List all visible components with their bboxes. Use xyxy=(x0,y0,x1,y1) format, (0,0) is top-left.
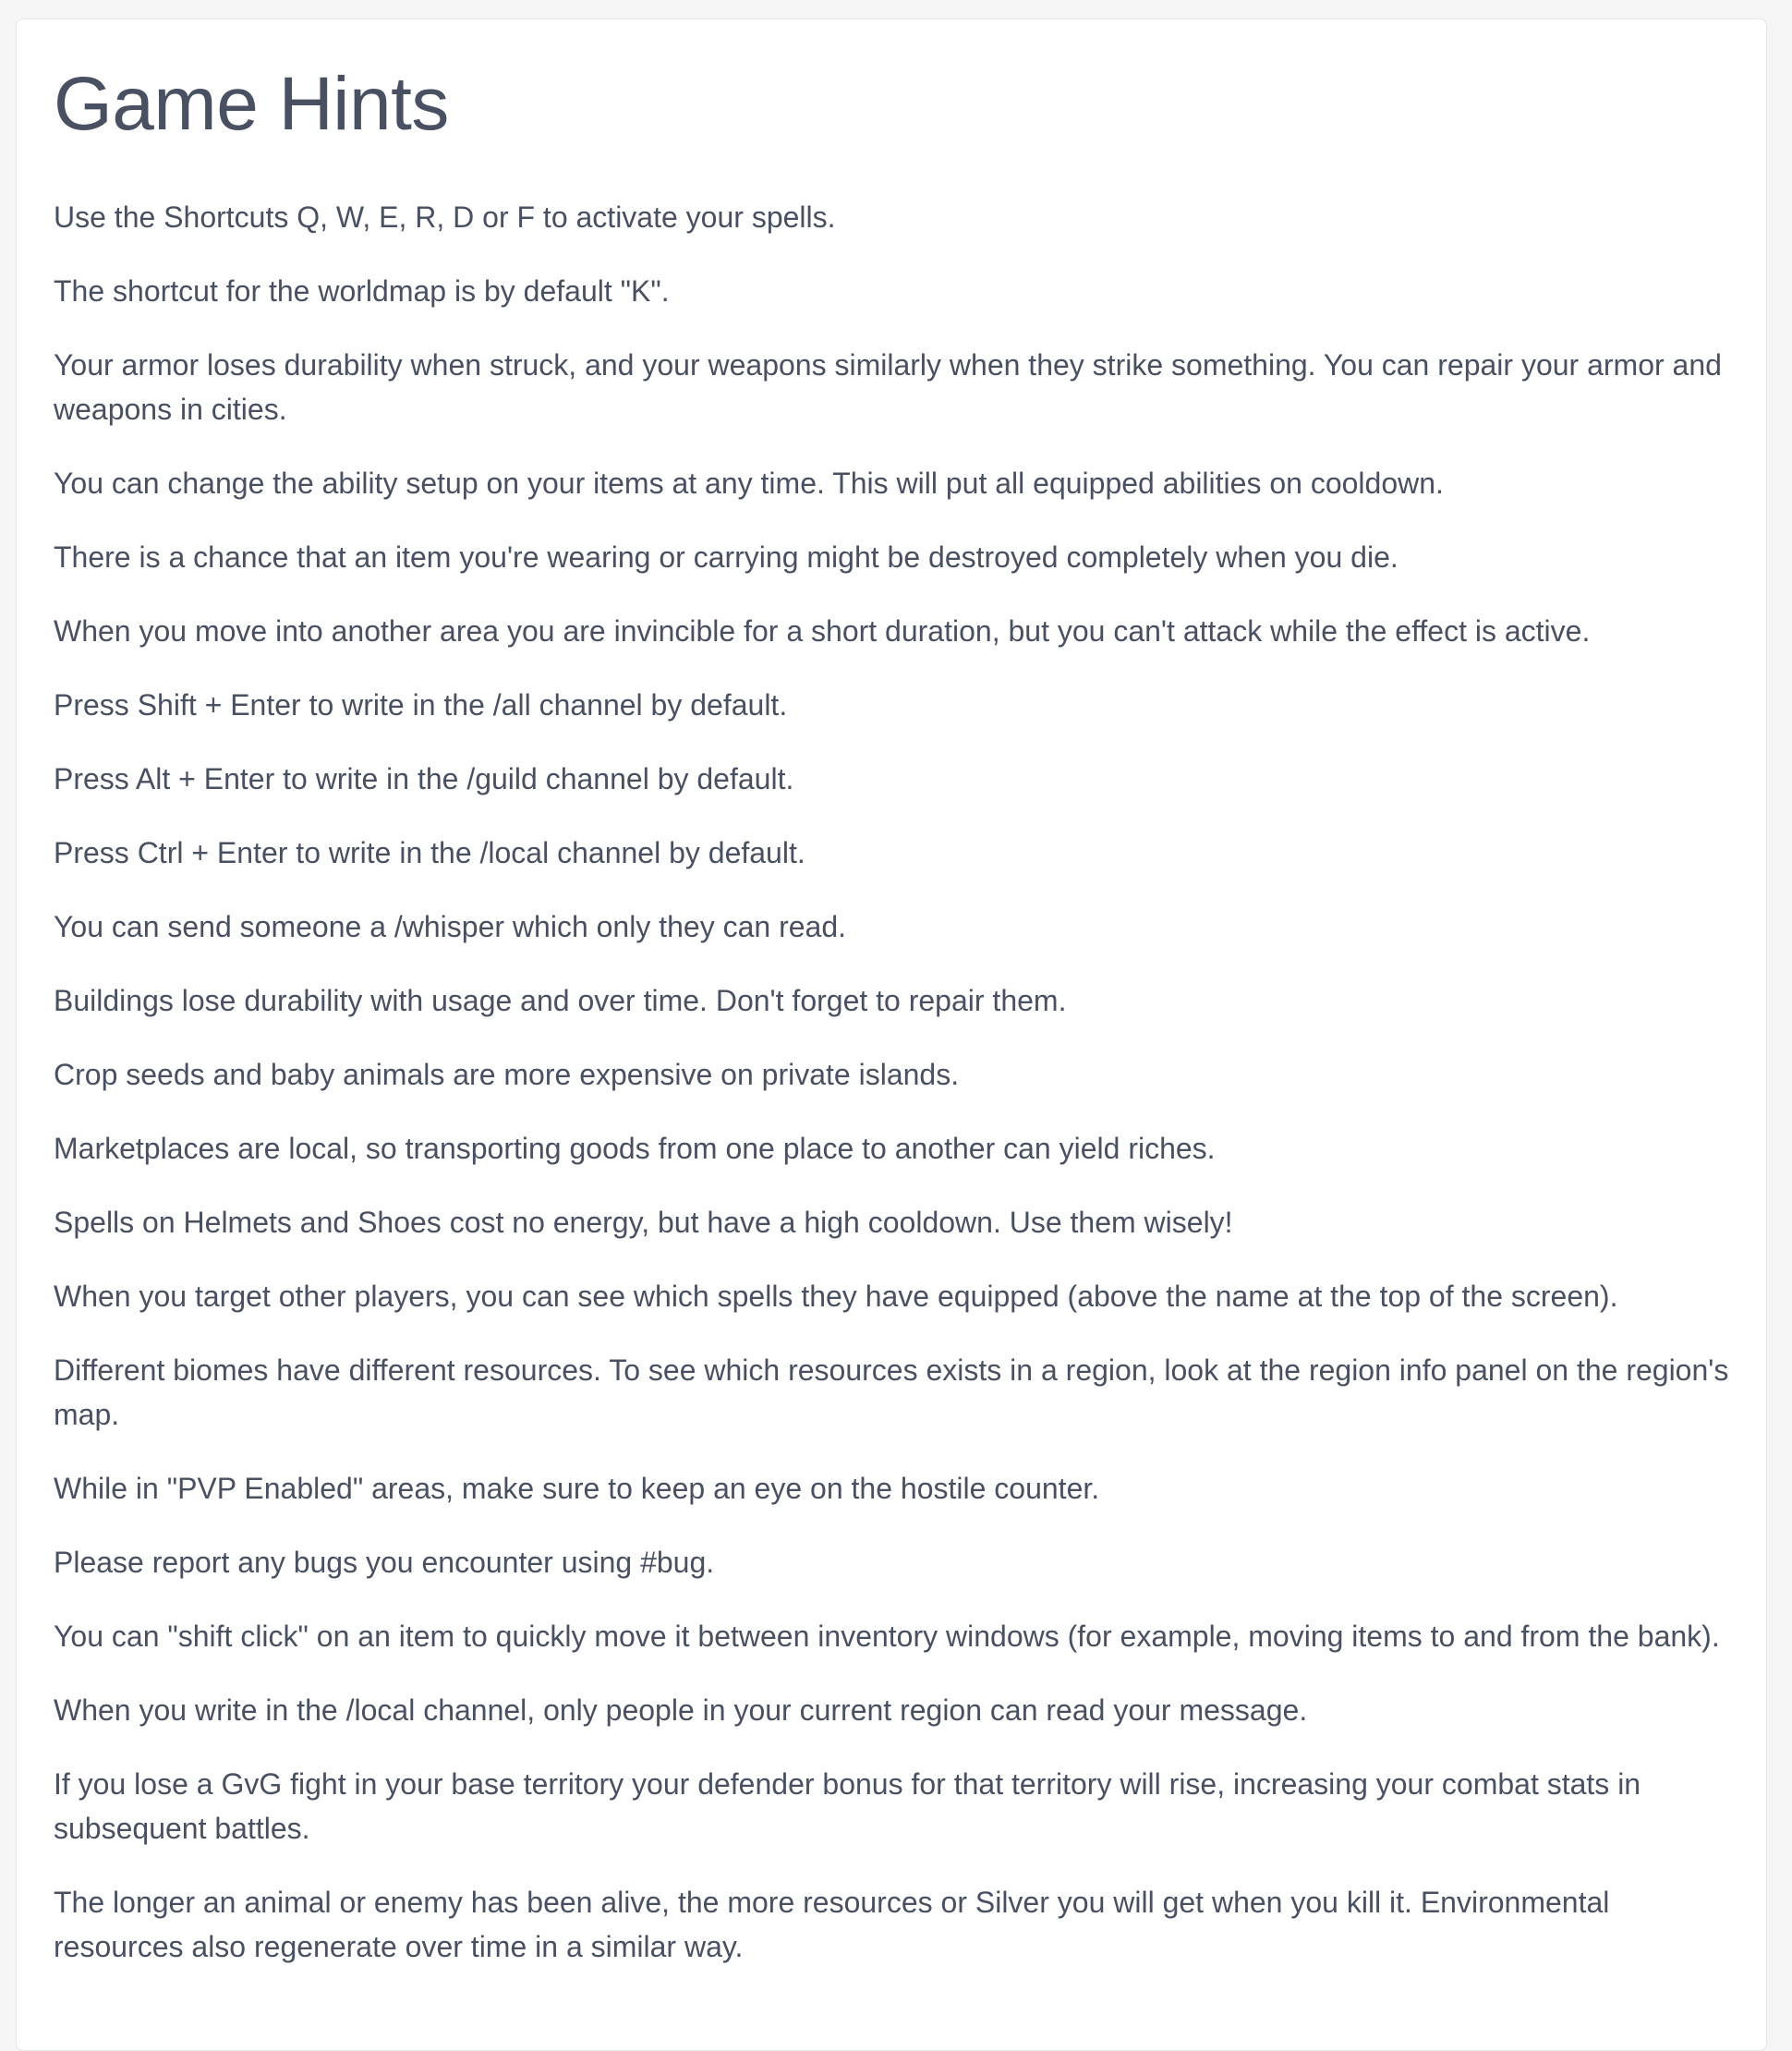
hint-item: Press Alt + Enter to write in the /guild channel by default. xyxy=(54,762,794,795)
hint-item: Your armor loses durability when struck, and your weapons similarly when they strike something. You can repair your armor and weapons in cities. xyxy=(54,348,1722,426)
hint-item: You can change the ability setup on your items at any time. This will put all equipped abilities on cooldown. xyxy=(54,467,1444,500)
hints-card xyxy=(16,18,1767,2051)
hint-item: Press Shift + Enter to write in the /all channel by default. xyxy=(54,688,788,722)
hint-item: Crop seeds and baby animals are more expensive on private islands. xyxy=(54,1058,960,1091)
hint-item: When you target other players, you can see which spells they have equipped (above the name at the top of the screen). xyxy=(54,1280,1618,1313)
hint-item: There is a chance that an item you're wearing or carrying might be destroyed completely when you die. xyxy=(54,540,1398,574)
hint-item: Please report any bugs you encounter using #bug. xyxy=(54,1546,715,1579)
hint-item: Use the Shortcuts Q, W, E, R, D or F to activate your spells. xyxy=(54,200,836,234)
hint-item: You can send someone a /whisper which only they can read. xyxy=(54,910,847,943)
hint-item: Marketplaces are local, so transporting goods from one place to another can yield riches. xyxy=(54,1132,1216,1165)
hint-item: The shortcut for the worldmap is by default "K". xyxy=(54,274,670,308)
hint-item: Spells on Helmets and Shoes cost no energy, but have a high cooldown. Use them wisely! xyxy=(54,1206,1233,1239)
hint-item: Buildings lose durability with usage and over time. Don't forget to repair them. xyxy=(54,984,1067,1017)
hint-item: When you write in the /local channel, only people in your current region can read your message. xyxy=(54,1693,1308,1727)
hint-item: When you move into another area you are invincible for a short duration, but you can't attack while the effect is active. xyxy=(54,614,1591,648)
hint-item: Press Ctrl + Enter to write in the /local channel by default. xyxy=(54,836,805,869)
hint-item: Different biomes have different resources. To see which resources exists in a region, look at the region info panel on the region's map. xyxy=(54,1353,1729,1431)
hint-item: You can "shift click" on an item to quickly move it between inventory windows (for example, moving items to and from the bank). xyxy=(54,1620,1720,1653)
hint-item: While in "PVP Enabled" areas, make sure to keep an eye on the hostile counter. xyxy=(54,1472,1100,1505)
hint-item: The longer an animal or enemy has been alive, the more resources or Silver you will get when you kill it. Environmental resources also regenerate over time in a similar way. xyxy=(54,1886,1610,1963)
hint-item: If you lose a GvG fight in your base territory your defender bonus for that territory will rise, increasing your combat stats in subsequent battles. xyxy=(54,1767,1641,1845)
hint-list xyxy=(54,195,1744,1998)
page-title: Game Hints xyxy=(54,62,449,146)
